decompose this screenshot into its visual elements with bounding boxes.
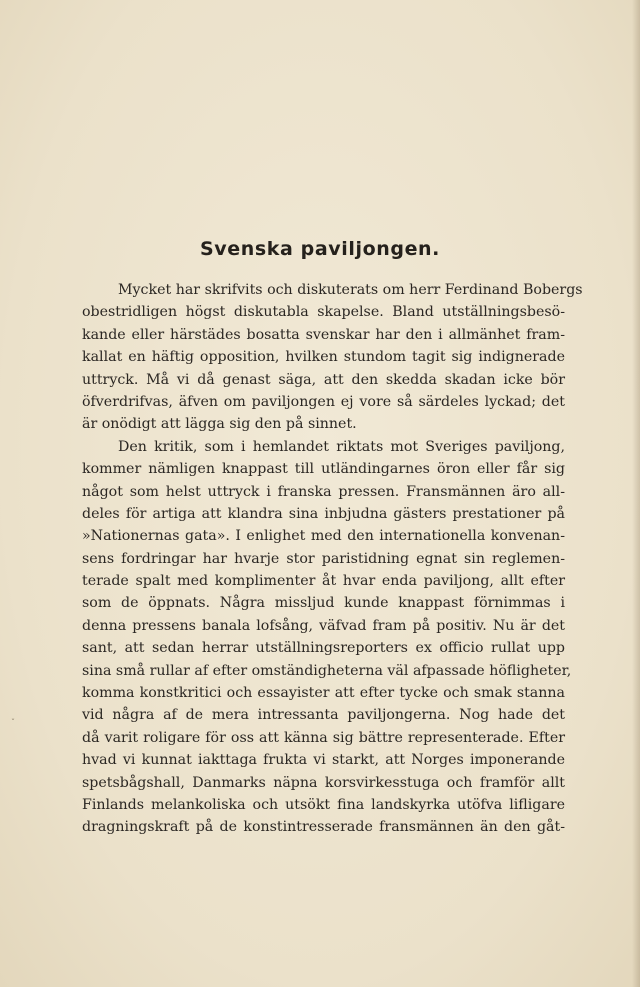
- text-line: sens fordringar har hvarje stor paristidning egnat sin reglemen-: [82, 550, 565, 567]
- text-line: Den kritik, som i hemlandet riktats mot Sveriges paviljong,: [118, 438, 565, 455]
- body-text: [82, 279, 583, 839]
- text-line: komma konstkritici och essayister att efter tycke och smak stanna: [82, 685, 565, 702]
- text-line: deles för artiga att klandra sina inbjudna gästers prestationer på: [82, 505, 565, 522]
- text-line: spetsbågshall, Danmarks näpna korsvirkesstuga och framför allt: [82, 774, 565, 791]
- text-line: kallat en häftig opposition, hvilken stundom tagit sig indignerade: [82, 349, 565, 366]
- text-line: då varit roligare för oss att känna sig bättre representerade. Efter: [82, 729, 565, 746]
- text-line: vid några af de mera intressanta paviljongerna. Nog hade det: [82, 707, 565, 724]
- text-line: hvad vi kunnat iakttaga frukta vi starkt, att Norges imponerande: [82, 752, 565, 769]
- page-edge-shadow: [632, 0, 640, 987]
- text-line: denna pressens banala lofsång, väfvad fram på positiv. Nu är det: [82, 617, 565, 634]
- text-line: Finlands melankoliska och utsökt fina landskyrka utöfva lifligare: [82, 796, 565, 813]
- text-line: som de öppnats. Några missljud kunde knappast förnimmas i: [82, 595, 565, 612]
- text-line: uttryck. Må vi då genast säga, att den skedda skadan icke bör: [82, 371, 565, 388]
- text-line: »Nationernas gata». I enlighet med den internationella konvenan-: [82, 528, 565, 545]
- text-line: kande eller härstädes bosatta svenskar har den i allmänhet fram-: [82, 326, 565, 343]
- text-line: terade spalt med komplimenter åt hvar enda paviljong, allt efter: [82, 573, 565, 590]
- text-line: kommer nämligen knappast till utländingarnes öron eller får sig: [82, 461, 565, 478]
- text-line: dragningskraft på de konstintresserade fransmännen än den gåt-: [82, 819, 565, 836]
- text-line: sant, att sedan herrar utställningsreporters ex officio rullat upp: [82, 640, 565, 657]
- text-line: Mycket har skrifvits och diskuterats om herr Ferdinand Bobergs: [118, 282, 583, 298]
- text-line: sina små rullar af efter omständigheterna väl afpassade höfligheter,: [82, 662, 572, 679]
- page-title: Svenska paviljongen.: [199, 238, 441, 260]
- margin-mark: ˇ: [11, 718, 15, 727]
- text-line: är onödigt att lägga sig den på sinnet.: [82, 416, 357, 433]
- text-line: öfverdrifvas, äfven om paviljongen ej vore så särdeles lyckad; det: [82, 393, 565, 410]
- text-line: obestridligen högst diskutabla skapelse. Bland utställningsbesö-: [82, 304, 565, 321]
- text-line: något som helst uttryck i franska pressen. Fransmännen äro all-: [82, 483, 565, 500]
